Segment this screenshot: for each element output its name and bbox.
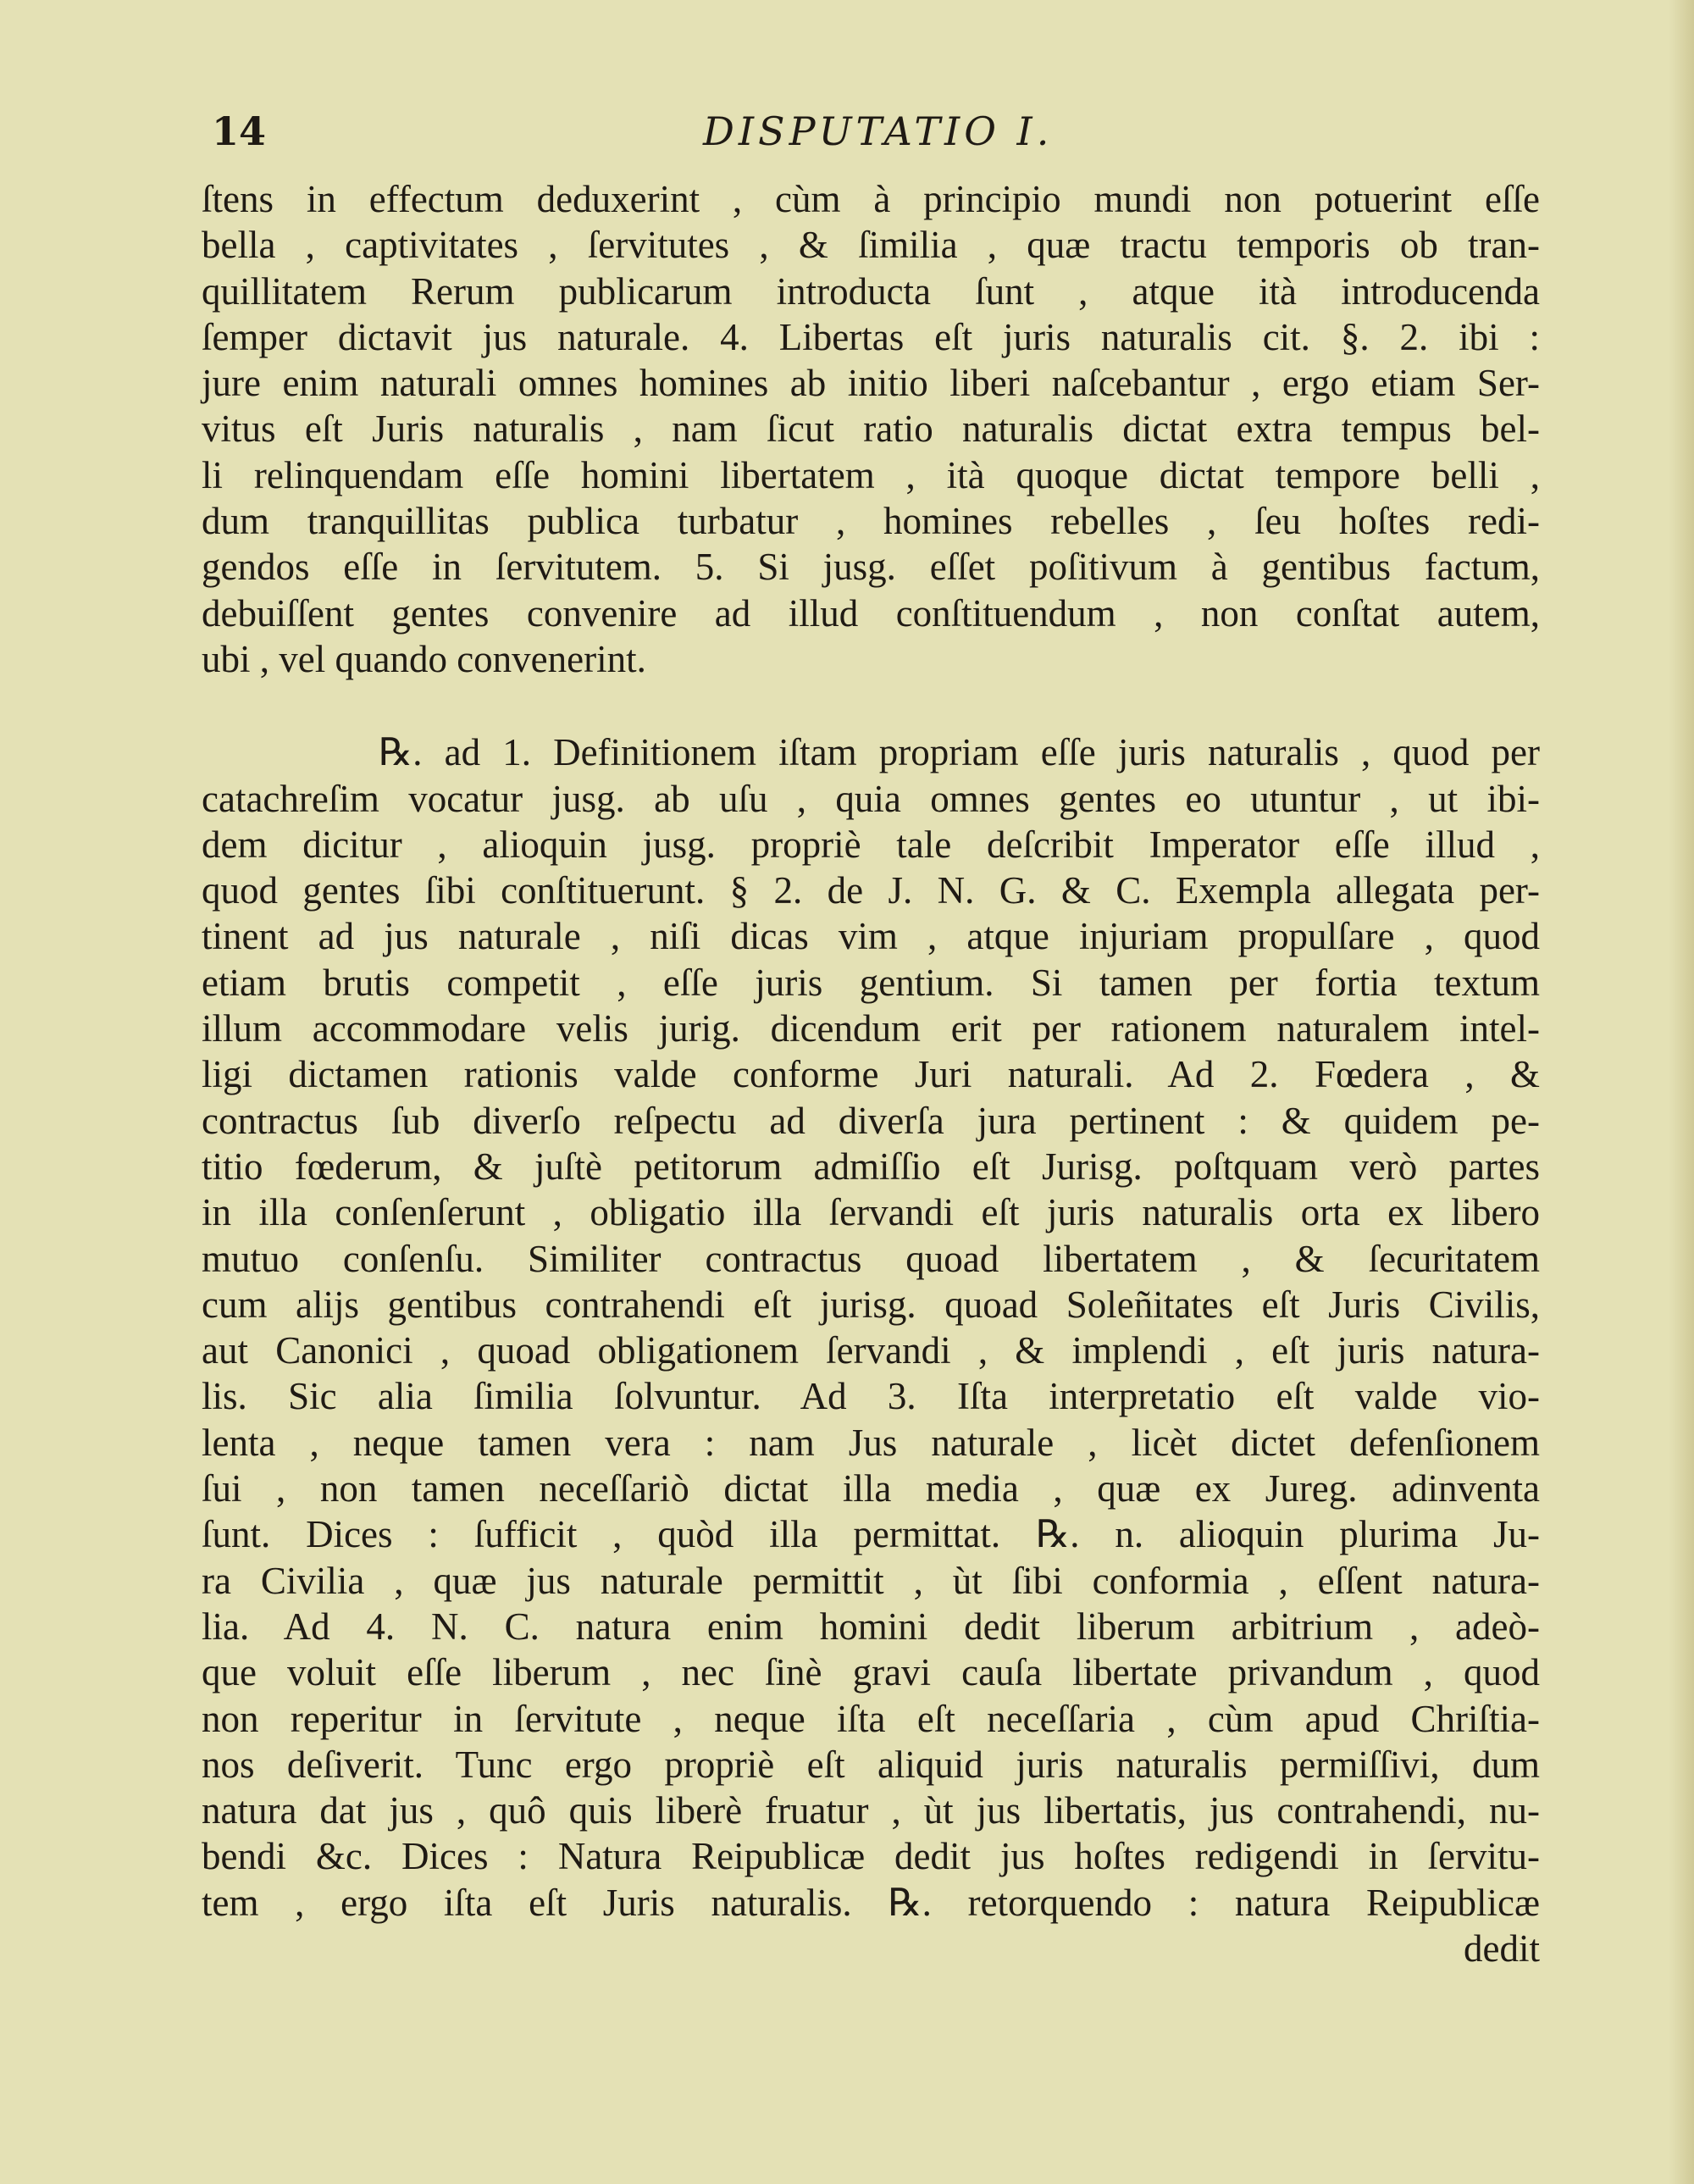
text-line: contractus ſub diverſo reſpectu ad diverſa jura pertinent : & quidem pe- [202,1099,1540,1142]
text-line: ubi , vel quando convenerint. [202,637,646,680]
text-line: aut Canonici , quoad obligationem ſervandi , & implendi , eſt juris natura- [202,1329,1540,1372]
text-line: nos deſiverit. Tunc ergo propriè eſt aliquid juris naturalis permiſſivi, dum [202,1743,1540,1786]
text-line: titio fœderum, & juſtè petitorum admiſſio eſt Jurisg. poſtquam verò partes [202,1145,1540,1188]
catchword: dedit [1464,1926,1540,1970]
text-line: ſunt. Dices : ſufficit , quòd illa permittat. ℞. n. alioquin plurima Ju- [202,1513,1540,1556]
text-line: debuiſſent gentes convenire ad illud conſtituendum , non conſtat autem, [202,591,1540,635]
body-text [202,176,1540,1971]
text-line: catachreſim vocatur jusg. ab uſu , quia omnes gentes eo utuntur , ut ibi- [202,777,1540,820]
paragraph-2 [202,729,1540,1926]
text-line: bendi &c. Dices : Natura Reipublicæ dedit jus hoſtes redigendi in ſervitu- [202,1835,1540,1878]
text-line: gendos eſſe in ſervitutem. 5. Si jusg. eſſet poſitivum à gentibus factum, [202,546,1540,589]
page-number: 14 [212,108,267,154]
text-line: in illa conſenſerunt , obligatio illa ſervandi eſt juris naturalis orta ex libero [202,1191,1540,1234]
text-line: ſemper dictavit jus naturale. 4. Libertas eſt juris naturalis cit. §. 2. ibi : [202,315,1540,358]
text-line: vitus eſt Juris naturalis , nam ſicut ratio naturalis dictat extra tempus bel- [202,407,1540,451]
running-title: DISPUTATIO I. [703,108,1054,154]
text-line: ligi dictamen rationis valde conforme Juri naturali. Ad 2. Fœdera , & [202,1053,1540,1096]
text-line: dem dicitur , alioquin jusg. propriè tale deſcribit Imperator eſſe illud , [202,823,1540,866]
text-line: quillitatem Rerum publicarum introducta ſunt , atque ità introducenda [202,269,1540,313]
paragraph-gap [202,682,1540,729]
text-line: etiam brutis competit , eſſe juris gentium. Si tamen per fortia textum [202,961,1540,1004]
text-line: bella , captivitates , ſervitutes , & ſimilia , quæ tractu temporis ob tran- [202,224,1540,267]
paragraph-1 [202,176,1540,682]
text-line: natura dat jus , quô quis liberè fruatur , ùt jus libertatis, jus contrahendi, nu- [202,1789,1540,1832]
text-line: que voluit eſſe liberum , nec ſinè gravi cauſa libertate privandum , quod [202,1651,1540,1694]
text-line: tinent ad jus naturale , niſi dicas vim , atque injuriam propulſare , quod [202,915,1540,958]
text-line: ſui , non tamen neceſſariò dictat illa media , quæ ex Jureg. adinventa [202,1467,1540,1511]
text-line: lia. Ad 4. N. C. natura enim homini dedit liberum arbitrium , adeò- [202,1605,1540,1648]
text-line: quod gentes ſibi conſtituerunt. § 2. de J. N. G. & C. Exempla allegata per- [202,869,1540,912]
text-line: mutuo conſenſu. Similiter contractus quoad libertatem , & ſecuritatem [202,1237,1540,1280]
text-line: ra Civilia , quæ jus naturale permittit , ùt ſibi conformia , eſſent natura- [202,1559,1540,1602]
text-line: non reperitur in ſervitute , neque iſta eſt neceſſaria , cùm apud Chriſtia- [202,1697,1540,1740]
text-line: dum tranquillitas publica turbatur , homines rebelles , ſeu hoſtes redi- [202,500,1540,543]
text-line: ℞. ad 1. Definitionem iſtam propriam eſſe juris naturalis , quod per [202,731,1540,774]
text-line: tem , ergo iſta eſt Juris naturalis. ℞. retorquendo : natura Reipublicæ [202,1881,1540,1924]
page-header [212,108,1533,168]
text-line: lenta , neque tamen vera : nam Jus naturale , licèt dictet defenſionem [202,1421,1540,1464]
text-line: illum accommodare velis jurig. dicendum erit per rationem naturalem intel- [202,1007,1540,1050]
text-line: li relinquendam eſſe homini libertatem , ità quoque dictat tempore belli , [202,453,1540,496]
text-line: cum alijs gentibus contrahendi eſt jurisg. quoad Soleñitates eſt Juris Civilis, [202,1283,1540,1326]
text-line: lis. Sic alia ſimilia ſolvuntur. Ad 3. Iſta interpretatio eſt valde vio- [202,1375,1540,1418]
text-line: ſtens in effectum deduxerint , cùm à principio mundi non potuerint eſſe [202,178,1540,220]
text-line: jure enim naturali omnes homines ab initio liberi naſcebantur , ergo etiam Ser- [202,362,1540,405]
page-edge-shadow [1669,0,1694,2184]
